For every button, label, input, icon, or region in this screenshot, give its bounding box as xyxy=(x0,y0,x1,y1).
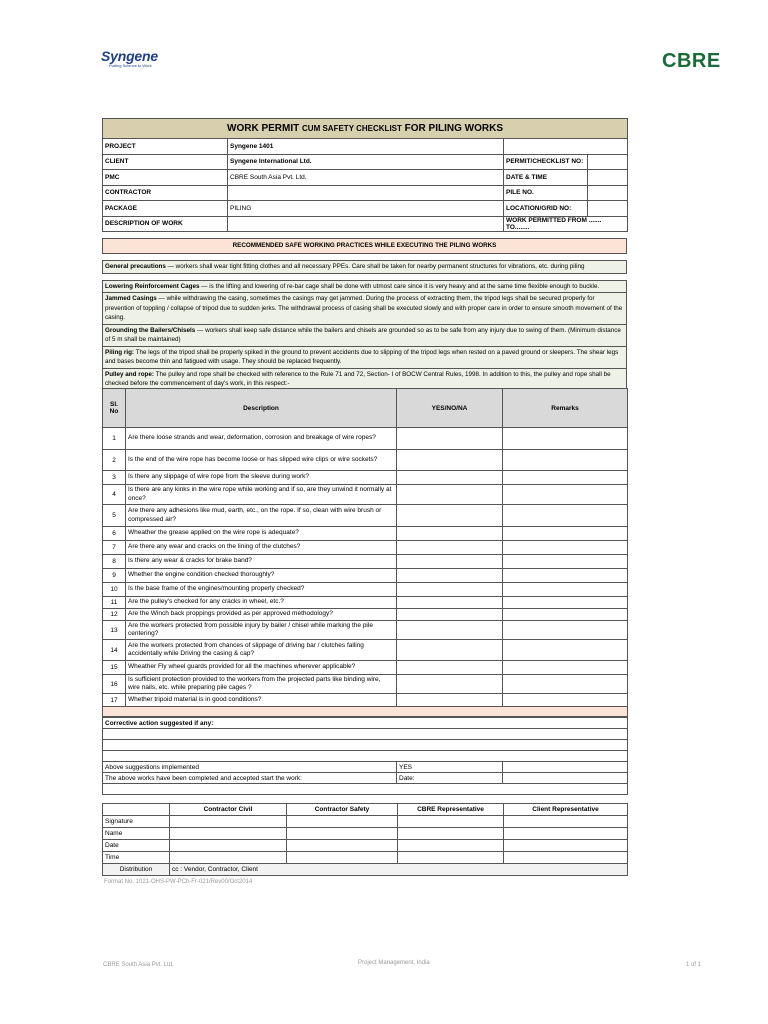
remarks-cell[interactable] xyxy=(503,505,628,527)
table-row xyxy=(103,527,628,541)
remarks-cell[interactable] xyxy=(503,471,628,485)
row-description: Are there any adhesions like mud, earth, etc., on the rope. If so, clean with wire brush or compressed air? xyxy=(126,505,397,527)
client-label: CLIENT xyxy=(103,154,228,170)
time-cell[interactable] xyxy=(170,852,287,864)
location-label: LOCATION/GRID NO: xyxy=(504,201,588,217)
project-value[interactable]: Syngene 1401 xyxy=(228,139,504,155)
description-value[interactable] xyxy=(228,216,504,232)
row-description: Are there loose strands and wear, deformation, corrosion and breakage of wire ropes? xyxy=(126,428,397,450)
col-client-representative: Client Representative xyxy=(504,804,628,816)
title-part-3: FOR PILING WORKS xyxy=(404,123,504,134)
practice-item: Piling rig: The legs of the tripod shall be properly spiked in the ground to prevent accidents due to slipping of the tripod legs when rested on a paved ground or sleepers. The shear legs and bases become thin and fatigued with usage. They should be replaced frequently. xyxy=(103,346,627,368)
remarks-cell[interactable] xyxy=(503,569,628,583)
yes-no-na-cell[interactable] xyxy=(397,527,503,541)
distribution-value: cc : Vendor, Contractor, Client xyxy=(170,864,628,876)
yes-no-na-cell[interactable] xyxy=(397,597,503,609)
row-number: 9 xyxy=(103,569,126,583)
spacer xyxy=(103,254,627,261)
col-contractor-safety: Contractor Safety xyxy=(287,804,398,816)
practice-item: Jammed Casings — while withdrawing the casing, sometimes the casings may get jammed. During the process of extracting them, the tripod legs shall be secured properly for prevention of toppling / collapse of tripod due to sudden jerks. The withdrawal process of casing shall be executed slowly and with proper care in order to ensure smooth movement of the casing. xyxy=(103,293,627,325)
works-completed-label: The above works have been completed and accepted start the work: xyxy=(103,773,397,784)
name-cell[interactable] xyxy=(170,828,287,840)
name-cell[interactable] xyxy=(287,828,398,840)
row-number: 17 xyxy=(103,694,126,707)
client-value[interactable]: Syngene International Ltd. xyxy=(228,154,504,170)
table-row xyxy=(103,569,628,583)
col-header-description: Description xyxy=(126,389,397,428)
table-row xyxy=(103,597,628,609)
row-description: Is there any wear & cracks for brake band? xyxy=(126,555,397,569)
corrective-action-line[interactable] xyxy=(103,740,628,751)
practice-item: Lowering Reinforcement Cages — is the lifting and lowering of re-bar cage shall be done with utmost care since it is very heavy and at the same time flexible enough to buckle. xyxy=(103,280,627,293)
corrective-action-line[interactable] xyxy=(103,751,628,762)
format-number: Format No. 1021-OHS-PW-PCh-Fr-021/Rev00/Oct2014 xyxy=(104,879,253,885)
row-number: 11 xyxy=(103,597,126,609)
work-permitted-label: WORK PERMITTED FROM ....... TO........ xyxy=(504,216,628,232)
row-description: Is the base frame of the engines/mounting properly checked? xyxy=(126,583,397,597)
yes-no-na-cell[interactable] xyxy=(397,555,503,569)
row-number: 8 xyxy=(103,555,126,569)
remarks-cell[interactable] xyxy=(503,675,628,694)
col-header-sl-no: Sl. No xyxy=(103,389,126,428)
remarks-cell[interactable] xyxy=(503,527,628,541)
date-cell[interactable] xyxy=(287,840,398,852)
signature-cell[interactable] xyxy=(287,816,398,828)
pmc-value[interactable]: CBRE South Asia Pvt. Ltd. xyxy=(228,170,504,186)
syngene-logo-text: Syngene xyxy=(101,48,158,64)
row-description: Wheather the grease applied on the wire rope is adequate? xyxy=(126,527,397,541)
row-number: 10 xyxy=(103,583,126,597)
time-cell[interactable] xyxy=(287,852,398,864)
permit-no-label: PERMIT/CHECKLIST NO: xyxy=(504,154,588,170)
signature-cell[interactable] xyxy=(170,816,287,828)
remarks-cell[interactable] xyxy=(503,694,628,707)
table-row xyxy=(103,661,628,675)
practice-item: General precautions — workers shall wear tight fitting clothes and all necessary PPEs. Care shall be taken for nearby permanent structures for vibrations, etc. during piling xyxy=(103,261,627,274)
row-number: 4 xyxy=(103,485,126,505)
remarks-cell[interactable] xyxy=(503,450,628,471)
yes-no-na-cell[interactable] xyxy=(397,541,503,555)
date-cell[interactable] xyxy=(398,840,504,852)
footer-page-number: 1 of 1 xyxy=(686,962,702,968)
pile-no-label: PILE NO. xyxy=(504,185,588,201)
footer-company: CBRE South Asia Pvt. Ltd. xyxy=(103,962,174,968)
row-number: 12 xyxy=(103,609,126,621)
remarks-cell[interactable] xyxy=(503,541,628,555)
table-row xyxy=(103,428,628,450)
date-cell[interactable] xyxy=(504,840,628,852)
permit-no-field[interactable] xyxy=(588,154,628,170)
distribution-label: Distribution xyxy=(103,864,170,876)
row-description: Whether the engine condition checked thoroughly? xyxy=(126,569,397,583)
corrective-action-line[interactable] xyxy=(103,729,628,740)
row-number: 1 xyxy=(103,428,126,450)
permit-header-table xyxy=(102,118,628,232)
row-description: Are the Winch back proppings provided as per approved methodology? xyxy=(126,609,397,621)
suggestions-implemented-yes[interactable]: YES xyxy=(397,762,503,773)
contractor-value[interactable] xyxy=(228,185,504,201)
row-description: Is sufficient protection provided to the workers from the projected parts like binding wire, wire nails, etc. while preparing pile cages ? xyxy=(126,675,397,694)
row-number: 7 xyxy=(103,541,126,555)
time-cell[interactable] xyxy=(398,852,504,864)
time-cell[interactable] xyxy=(504,852,628,864)
col-contractor-civil: Contractor Civil xyxy=(170,804,287,816)
remarks-cell[interactable] xyxy=(503,661,628,675)
table-row xyxy=(103,640,628,661)
row-description: Whether tripoid material is in good conditions? xyxy=(126,694,397,707)
syngene-logo xyxy=(101,48,158,68)
practices-title: RECOMMENDED SAFE WORKING PRACTICES WHILE EXECUTING THE PILING WORKS xyxy=(103,239,627,254)
project-label: PROJECT xyxy=(103,139,228,155)
pmc-label: PMC xyxy=(103,170,228,186)
cbre-logo: CBRE xyxy=(662,50,721,72)
name-row-label: Name xyxy=(103,828,170,840)
form-title xyxy=(103,119,628,139)
row-description: Is there are any kinks in the wire rope while working and if so, are they unwind it normally at once? xyxy=(126,485,397,505)
pile-no-field[interactable] xyxy=(588,185,628,201)
footer-department: Project Management, India xyxy=(358,960,430,966)
yes-no-na-cell[interactable] xyxy=(397,640,503,661)
row-number: 3 xyxy=(103,471,126,485)
practice-item: Pulley and rope: The pulley and rope shall be checked with reference to the Rule 71 and 72, Section- I of BOCW Central Rules, 1998. In addition to this, the pulley and rope shall be checked before the commencement of day's work, in this respect:- xyxy=(103,368,627,390)
remarks-cell[interactable] xyxy=(503,485,628,505)
suggestions-implemented-field[interactable] xyxy=(503,762,628,773)
table-row xyxy=(103,694,628,707)
row-number: 16 xyxy=(103,675,126,694)
table-row xyxy=(103,471,628,485)
blank-header-cell xyxy=(103,804,170,816)
table-row xyxy=(103,505,628,527)
table-row xyxy=(103,583,628,597)
yes-no-na-cell[interactable] xyxy=(397,661,503,675)
corrective-action-line[interactable] xyxy=(103,784,628,795)
signature-table xyxy=(102,803,628,876)
yes-no-na-cell[interactable] xyxy=(397,675,503,694)
col-header-remarks: Remarks xyxy=(503,389,628,428)
remarks-cell[interactable] xyxy=(503,609,628,621)
package-value[interactable]: PILING xyxy=(228,201,504,217)
table-row xyxy=(103,609,628,621)
row-description: Are the workers protected from possible injury by bailer / chisel while marking the pile centering? xyxy=(126,621,397,640)
row-number: 14 xyxy=(103,640,126,661)
remarks-cell[interactable] xyxy=(503,583,628,597)
col-cbre-representative: CBRE Representative xyxy=(398,804,504,816)
works-completed-field[interactable] xyxy=(503,773,628,784)
title-part-2: CUM SAFETY CHECKLIST xyxy=(302,124,402,133)
time-row-label: Time xyxy=(103,852,170,864)
table-row xyxy=(103,485,628,505)
checklist-table xyxy=(102,388,628,717)
suggestions-implemented-label: Above suggestions implemented xyxy=(103,762,397,773)
spacer xyxy=(103,273,627,280)
row-description: Are the workers protected from chances of slippage of driving bar / clutches falling accidentally while Driving the casing & cap? xyxy=(126,640,397,661)
yes-no-na-cell[interactable] xyxy=(397,485,503,505)
name-cell[interactable] xyxy=(398,828,504,840)
row-description: Are there any wear and cracks on the lining of the clutches? xyxy=(126,541,397,555)
name-cell[interactable] xyxy=(504,828,628,840)
yes-no-na-cell[interactable] xyxy=(397,505,503,527)
table-row xyxy=(103,450,628,471)
row-description: Is there any slippage of wire rope from the sleeve during work? xyxy=(126,471,397,485)
location-field[interactable] xyxy=(588,201,628,217)
remarks-cell[interactable] xyxy=(503,640,628,661)
signature-row-label: Signature xyxy=(103,816,170,828)
works-completed-date[interactable]: Date: xyxy=(397,773,503,784)
row-description: Is the end of the wire rope has become loose or has slipped wire clips or wire sockets? xyxy=(126,450,397,471)
date-cell[interactable] xyxy=(170,840,287,852)
yes-no-na-cell[interactable] xyxy=(397,471,503,485)
table-row xyxy=(103,621,628,640)
date-time-field[interactable] xyxy=(588,170,628,186)
row-number: 15 xyxy=(103,661,126,675)
yes-no-na-cell[interactable] xyxy=(397,694,503,707)
contractor-label: CONTRACTOR xyxy=(103,185,228,201)
remarks-cell[interactable] xyxy=(503,597,628,609)
yes-no-na-cell[interactable] xyxy=(397,569,503,583)
remarks-cell[interactable] xyxy=(503,555,628,569)
corrective-action-table xyxy=(102,717,628,795)
row-number: 13 xyxy=(103,621,126,640)
yes-no-na-cell[interactable] xyxy=(397,609,503,621)
date-row-label: Date xyxy=(103,840,170,852)
divider-band xyxy=(103,707,628,717)
table-row xyxy=(103,541,628,555)
title-part-1: WORK PERMIT xyxy=(227,123,300,134)
table-row xyxy=(103,555,628,569)
row-number: 5 xyxy=(103,505,126,527)
row-number: 2 xyxy=(103,450,126,471)
yes-no-na-cell[interactable] xyxy=(397,428,503,450)
safe-practices-table xyxy=(102,238,627,391)
table-row xyxy=(103,675,628,694)
yes-no-na-cell[interactable] xyxy=(397,583,503,597)
syngene-tagline: Putting Science to Work xyxy=(109,63,152,68)
remarks-cell[interactable] xyxy=(503,428,628,450)
corrective-action-label: Corrective action suggested if any: xyxy=(103,718,628,729)
signature-cell[interactable] xyxy=(398,816,504,828)
practice-item: Grounding the Bailers/Chisels — workers shall keep safe distance while the bailers and chisels are grounded so as to be safe from any injury due to swing of them. (Minimum distance of 5 m shall be maintained) xyxy=(103,324,627,346)
yes-no-na-cell[interactable] xyxy=(397,621,503,640)
col-header-yes-no-na: YES/NO/NA xyxy=(397,389,503,428)
yes-no-na-cell[interactable] xyxy=(397,450,503,471)
row-description: Wheather Fly wheel guards provided for all the machines wherever applicable? xyxy=(126,661,397,675)
package-label: PACKAGE xyxy=(103,201,228,217)
row-number: 6 xyxy=(103,527,126,541)
signature-cell[interactable] xyxy=(504,816,628,828)
row-description: Are the pulley's checked for any cracks in wheel, etc.? xyxy=(126,597,397,609)
remarks-cell[interactable] xyxy=(503,621,628,640)
blank-cell xyxy=(504,139,628,155)
date-time-label: DATE & TIME xyxy=(504,170,588,186)
description-label: DESCRIPTION OF WORK xyxy=(103,216,228,232)
